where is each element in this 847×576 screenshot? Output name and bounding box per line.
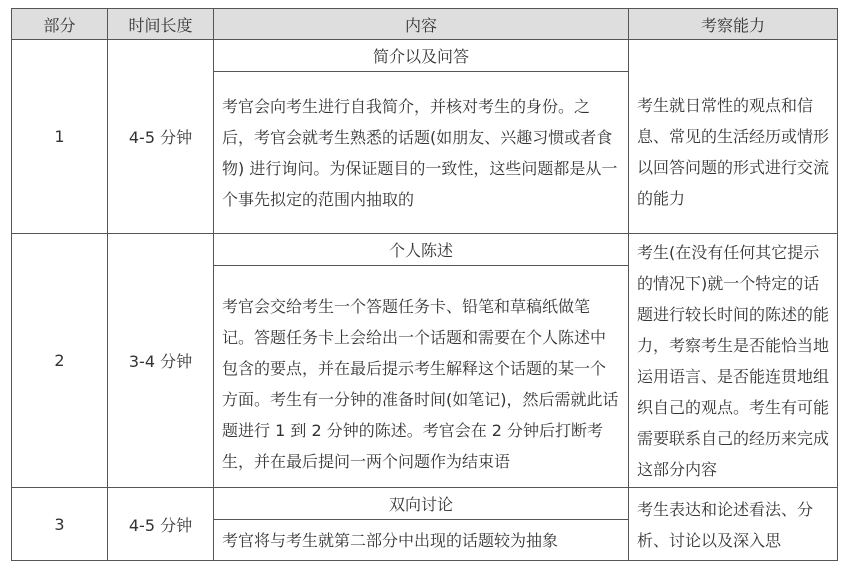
table-row bbox=[12, 234, 838, 266]
content-subtitle: 简介以及问答 bbox=[214, 40, 629, 72]
table-row bbox=[12, 488, 838, 520]
content-text: 考官将与考生就第二部分中出现的话题较为抽象 bbox=[214, 520, 629, 561]
time-length: 4-5 分钟 bbox=[108, 40, 214, 234]
header-content: 内容 bbox=[214, 9, 629, 40]
header-part: 部分 bbox=[12, 9, 108, 40]
part-number: 2 bbox=[12, 234, 108, 488]
exam-table bbox=[11, 8, 838, 561]
header-row bbox=[12, 9, 838, 40]
content-subtitle: 双向讨论 bbox=[214, 488, 629, 520]
time-length: 4-5 分钟 bbox=[108, 488, 214, 561]
ability-text: 考生(在没有任何其它提示的情况下)就一个特定的话题进行较长时间的陈述的能力，考察考生是否能恰当地运用语言、是否能连贯地组织自己的观点。考生有可能需要联系自己的经历来完成这部分内容 bbox=[629, 234, 838, 488]
part-number: 1 bbox=[12, 40, 108, 234]
table-row bbox=[12, 40, 838, 72]
header-time: 时间长度 bbox=[108, 9, 214, 40]
time-length: 3-4 分钟 bbox=[108, 234, 214, 488]
content-text: 考官会向考生进行自我简介，并核对考生的身份。之后，考官会就考生熟悉的话题(如朋友、兴趣习惯或者食物) 进行询问。为保证题目的一致性，这些问题都是从一个事先拟定的范围内抽取的 bbox=[214, 72, 629, 234]
part-number: 3 bbox=[12, 488, 108, 561]
ability-text: 考生就日常性的观点和信息、常见的生活经历或情形以回答问题的形式进行交流的能力 bbox=[629, 40, 838, 234]
header-ability: 考察能力 bbox=[629, 9, 838, 40]
content-subtitle: 个人陈述 bbox=[214, 234, 629, 266]
ability-text: 考生表达和论述看法、分析、讨论以及深入思 bbox=[629, 488, 838, 561]
content-text: 考官会交给考生一个答题任务卡、铅笔和草稿纸做笔记。答题任务卡上会给出一个话题和需要在个人陈述中包含的要点，并在最后提示考生解释这个话题的某一个方面。考生有一分钟的准备时间(如笔记)，然后需就此话题进行 1 到 2 分钟的陈述。考官会在 2 分钟后打断考生，并在最后提问一两个问题作为结束语 bbox=[214, 266, 629, 488]
